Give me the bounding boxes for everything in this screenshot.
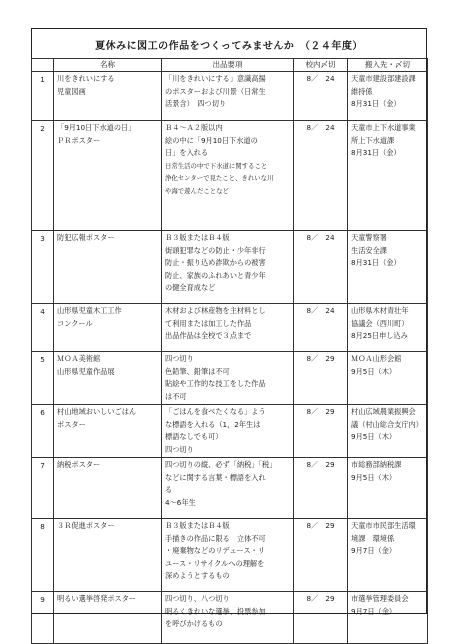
name-line: ３Ｒ促進ポスター: [57, 521, 115, 530]
contest-name-cell: [54, 405, 162, 458]
requirements-cell: [162, 458, 294, 519]
dest-line: 9月5日（木）: [351, 472, 397, 482]
requirements-cell: [162, 231, 294, 304]
destination-cell: [348, 121, 428, 231]
name-line: 納税ポスター: [57, 460, 101, 469]
contest-name-cell: [54, 519, 162, 592]
req-line: ・廃棄物などのリデュース・リ: [165, 546, 265, 555]
req-line: Ｂ３版またはＢ４版: [165, 233, 230, 242]
req-line: 「川をきれいにする」意識高揚: [165, 74, 266, 83]
req-line: や海で遊んだことなど: [165, 186, 229, 195]
dest-line: 9月5日（木）: [351, 366, 397, 376]
destination-cell: [348, 231, 428, 304]
dest-line: 生活安全課: [351, 245, 387, 255]
name-line: 川をきれいにする: [57, 74, 115, 83]
header-no: [32, 59, 54, 72]
contest-name-cell: [54, 72, 162, 121]
req-line: 日」を入れる: [165, 148, 209, 157]
row-number: [32, 231, 54, 304]
school-deadline-cell: [294, 519, 348, 592]
destination-cell: [348, 72, 428, 121]
req-line: 四つ切りの縦、必ず「納税」「税」: [165, 460, 277, 469]
req-line: 防止・振り込め詐欺からの被害: [165, 258, 266, 267]
req-line: 街頭犯罪などの防止・少年非行: [165, 245, 266, 255]
school-deadline-cell: [294, 458, 348, 519]
school-deadline-text: 8／ 29: [306, 407, 335, 416]
req-line: 明るくきれいな選挙、投票参加: [165, 606, 266, 616]
dest-line: 協議会（西川町）: [351, 318, 409, 328]
req-line: 標語なしでも可）: [165, 432, 223, 441]
dest-line: 天童市上下水道事業: [351, 123, 416, 132]
row-number: [32, 405, 54, 458]
req-line: などに関する言葉・標語を入れ: [165, 472, 266, 482]
req-line: 4～6年生: [165, 497, 196, 507]
header-name: 名称: [54, 59, 162, 72]
table-row: [32, 592, 428, 644]
destination-cell: [348, 592, 428, 644]
contest-name-cell: [54, 592, 162, 644]
row-number: [32, 352, 54, 405]
req-line: 木材および林産物を主材料とし: [165, 306, 266, 315]
dest-line: 9月7日（金）: [351, 546, 397, 555]
name-line: 児童図画: [57, 86, 86, 96]
dest-line: ＭＯＡ山形会館: [351, 354, 402, 363]
dest-line: 8月31日（金）: [351, 258, 401, 267]
name-line: ＰＲポスター: [57, 135, 101, 145]
school-deadline-text: 8／ 29: [306, 460, 335, 469]
destination-cell: [348, 519, 428, 592]
header-row: [32, 59, 428, 72]
contest-table: [31, 58, 428, 644]
req-line: ユース・リサイクルへの理解を: [165, 558, 265, 568]
header-school-deadline: 校内〆切: [294, 59, 348, 72]
requirements-cell: [162, 121, 294, 231]
dest-line: 山形県木材青壮年: [351, 306, 409, 315]
table-row: [32, 352, 428, 405]
dest-line: 天童市建設部建設課: [351, 74, 416, 83]
requirements-cell: [162, 519, 294, 592]
req-line: 色鉛筆、鉛筆は不可: [165, 366, 230, 376]
requirements-cell: [162, 352, 294, 405]
header-destination: 搬入先・〆切: [348, 59, 428, 72]
row-number: [32, 458, 54, 519]
req-line: は不可: [165, 391, 187, 401]
req-line: 四つ切り、八つ切り: [165, 594, 230, 603]
row-number-text: 7: [40, 461, 45, 470]
req-line: 日常生活の中で下水道に関すること: [165, 161, 268, 170]
req-line: の健全育成など: [165, 283, 216, 292]
school-deadline-cell: [294, 72, 348, 121]
req-line: 浄化センターで見たこと、きれいな川: [165, 174, 274, 182]
name-line: 山形県児童木工工作: [57, 306, 122, 315]
contest-name-cell: [54, 231, 162, 304]
school-deadline-cell: [294, 405, 348, 458]
req-line: 貼絵や工作的な技工をした作品: [165, 379, 266, 388]
school-deadline-text: 8／ 29: [306, 521, 335, 530]
req-line: のポスターおよび川景（日常生: [165, 86, 266, 96]
req-line: 手描きの作品に限る 立体不可: [165, 533, 266, 543]
name-line: コンクール: [57, 318, 93, 328]
table-row: [32, 405, 428, 458]
row-number: [32, 72, 54, 121]
name-line: 防犯広報ポスター: [57, 233, 115, 242]
requirements-cell: [162, 592, 294, 644]
destination-cell: [348, 458, 428, 519]
school-deadline-text: 8／ 24: [306, 123, 335, 132]
req-line: 「ごはんを食べたくなる」よう: [165, 407, 266, 416]
school-deadline-text: 8／ 29: [306, 354, 335, 363]
dest-line: 8月31日（金）: [351, 99, 401, 108]
school-deadline-cell: [294, 592, 348, 644]
table-row: [32, 304, 428, 352]
row-number: [32, 592, 54, 644]
row-number-text: 5: [40, 355, 45, 364]
dest-line: 9月5日（木）: [351, 432, 397, 441]
row-number-text: 2: [40, 124, 45, 133]
document-frame: [31, 28, 427, 628]
req-line: 活景含） 四つ切り: [165, 99, 227, 108]
row-number-text: 1: [40, 75, 45, 84]
destination-cell: [348, 405, 428, 458]
dest-line: 天童警察署: [351, 233, 387, 242]
school-deadline-cell: [294, 231, 348, 304]
name-line: ＭＯＡ美術館: [57, 354, 101, 363]
req-line: な標語を入れる（1，2年生は: [165, 419, 261, 429]
contest-name-cell: [54, 458, 162, 519]
contest-name-cell: [54, 304, 162, 352]
name-line: 明るい選挙啓発ポスター: [57, 594, 137, 603]
req-line: 深めようとするもの: [165, 571, 230, 580]
dest-line: 所上下水道課: [351, 135, 395, 145]
req-line: 絵の中に「9月10日下水道の: [165, 135, 258, 145]
page-title: 夏休みに図工の作品をつくってみませんか （２４年度）: [95, 41, 363, 52]
dest-line: 議（村山総合支庁内）: [351, 419, 423, 429]
table-row: [32, 121, 428, 231]
row-number: [32, 121, 54, 231]
req-line: 出品作品は全校で３点まで: [165, 331, 252, 340]
table-row: [32, 231, 428, 304]
school-deadline-cell: [294, 304, 348, 352]
table-row: [32, 519, 428, 592]
school-deadline-text: 8／ 24: [306, 306, 335, 315]
dest-line: 8月31日（金）: [351, 148, 401, 157]
requirements-cell: [162, 304, 294, 352]
req-line: Ｂ４～Ａ２版以内: [165, 123, 223, 132]
contest-name-cell: [54, 352, 162, 405]
req-line: 四つ切り: [165, 444, 194, 454]
name-line: 山形県児童作品展: [57, 366, 115, 376]
destination-cell: [348, 352, 428, 405]
dest-line: 市選挙管理委員会: [351, 594, 409, 603]
school-deadline-cell: [294, 121, 348, 231]
requirements-cell: [162, 72, 294, 121]
row-number-text: 8: [40, 522, 45, 531]
dest-line: 境課 環境係: [351, 533, 395, 543]
requirements-cell: [162, 405, 294, 458]
row-number-text: 3: [40, 234, 45, 243]
table-row: [32, 72, 428, 121]
dest-line: 市総務部納税課: [351, 460, 402, 469]
req-line: を呼びかけるもの: [165, 619, 223, 628]
req-line: Ｂ３版またはＢ４版: [165, 521, 230, 530]
school-deadline-text: 8／ 24: [306, 233, 335, 242]
row-number-text: 9: [40, 595, 45, 604]
dest-line: 維持係: [351, 86, 373, 96]
destination-cell: [348, 304, 428, 352]
req-line: て利用または加工した作品: [165, 318, 252, 328]
school-deadline-text: 8／ 29: [306, 594, 335, 603]
dest-line: 8月25日申し込み: [351, 331, 408, 340]
dest-line: 9月7日（金）: [351, 606, 397, 616]
req-line: 四つ切り: [165, 354, 194, 363]
name-line: 村山地域おいしいごはん: [57, 407, 137, 416]
req-line: 防止、家族のふれあいと青少年: [165, 270, 266, 280]
name-line: 「9月10日下水道の日」: [57, 123, 136, 132]
dest-line: 天童市市民部生活環: [351, 521, 416, 530]
row-number: [32, 304, 54, 352]
school-deadline-text: 8／ 24: [306, 74, 335, 83]
dest-line: 村山広域農業振興会: [351, 407, 416, 416]
contest-name-cell: [54, 121, 162, 231]
table-row: [32, 458, 428, 519]
school-deadline-cell: [294, 352, 348, 405]
req-line: る: [165, 485, 173, 494]
row-number: [32, 519, 54, 592]
row-number-text: 4: [40, 307, 45, 316]
header-requirements: 出品要項: [162, 59, 294, 72]
row-number-text: 6: [40, 408, 45, 417]
name-line: ポスター: [57, 419, 86, 429]
